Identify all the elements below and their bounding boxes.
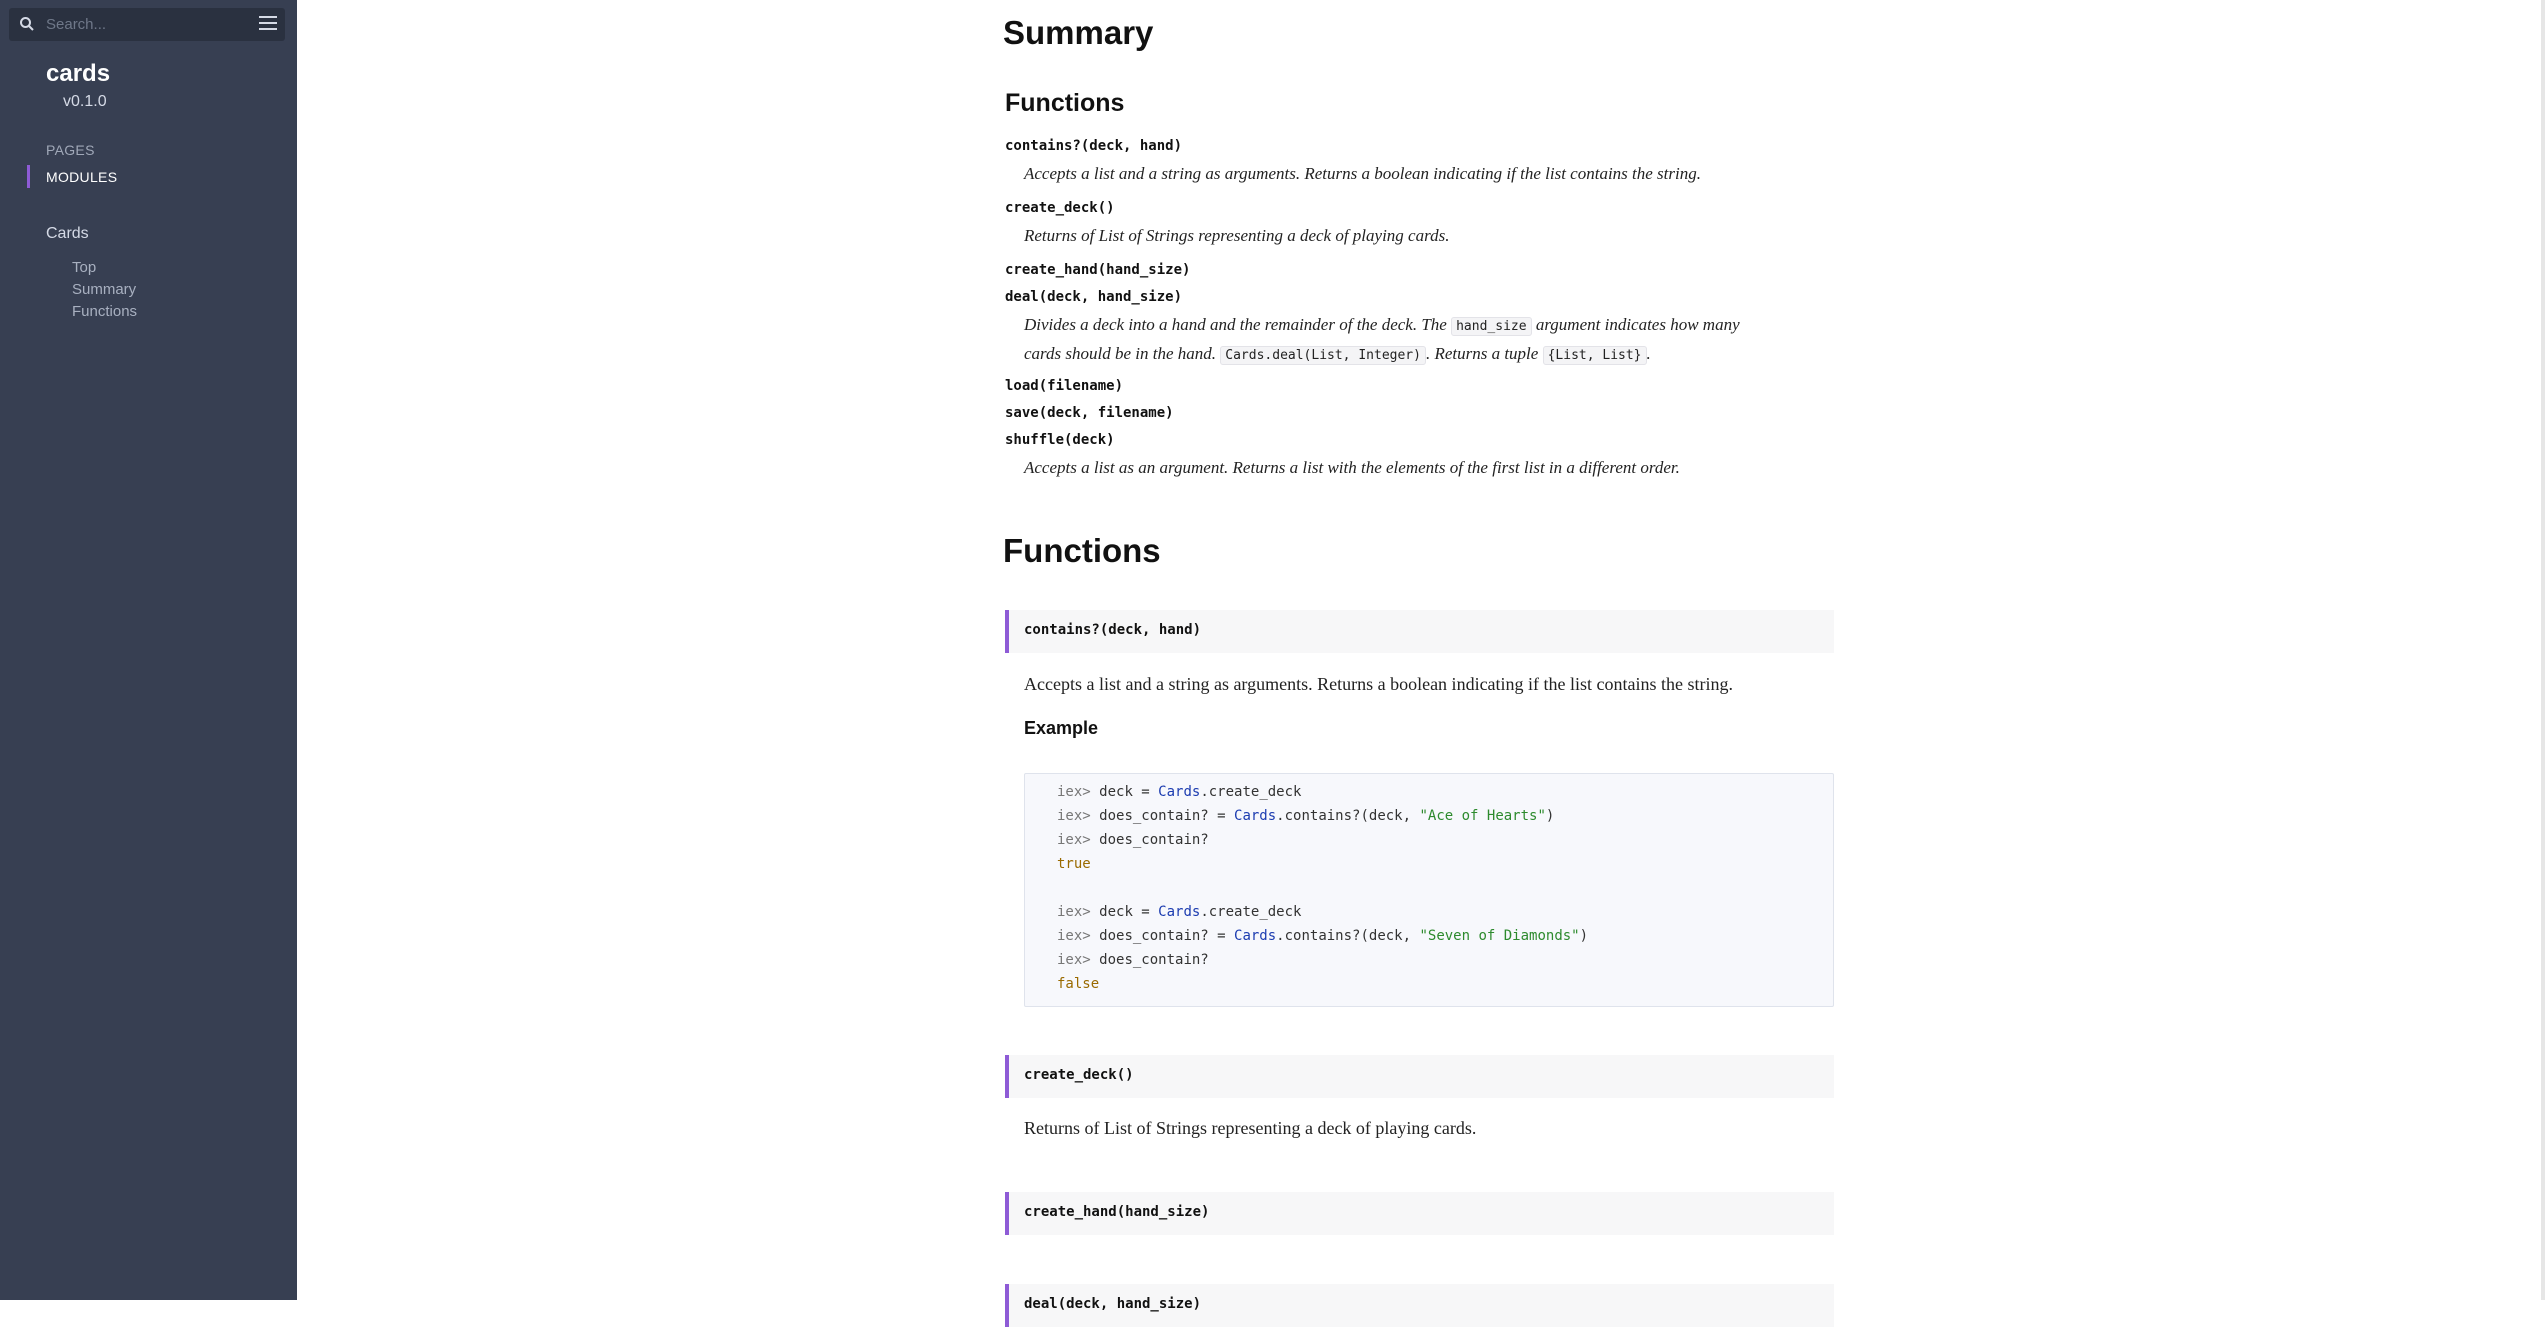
search-icon (19, 16, 35, 32)
search-input[interactable] (46, 12, 246, 37)
code-line: true (1057, 856, 1091, 872)
summary-sig-shuffle[interactable]: shuffle(deck) (1005, 432, 1115, 448)
function-detail-header[interactable] (1005, 1192, 1834, 1235)
summary-doc-contains: Accepts a list and a string as arguments. Returns a boolean indicating if the list contains the string. (1024, 164, 1701, 183)
sidebar-subitem-functions[interactable]: Functions (72, 303, 138, 320)
inline-code: Cards.deal(List, Integer) (1220, 346, 1426, 365)
search-bar (9, 8, 285, 41)
function-signature: create_hand(hand_size) (1024, 1204, 1210, 1220)
scrollbar[interactable] (2541, 0, 2545, 1300)
sidebar-subitem-summary[interactable]: Summary (72, 281, 137, 298)
function-doc: Returns of List of Strings representing a deck of playing cards. (1024, 1118, 1477, 1138)
function-signature: deal(deck, hand_size) (1024, 1296, 1202, 1312)
summary-sig-save[interactable]: save(deck, filename) (1005, 405, 1174, 421)
sidebar-item-cards[interactable]: Cards (46, 225, 89, 242)
summary-heading: Summary (1003, 14, 1154, 51)
summary-doc-shuffle: Accepts a list as an argument. Returns a list with the elements of the first list in a different order. (1024, 458, 1680, 477)
menu-icon[interactable] (259, 16, 277, 32)
summary-sig-load[interactable]: load(filename) (1005, 378, 1124, 394)
code-example-block (1024, 773, 1834, 1007)
summary-sig-create-deck[interactable]: create_deck() (1005, 200, 1115, 216)
sidebar-subitem-top[interactable]: Top (72, 259, 97, 276)
tab-pages[interactable]: PAGES (46, 142, 95, 158)
summary-functions-heading: Functions (1005, 89, 1125, 117)
example-heading: Example (1024, 718, 1099, 738)
code-line: iex> does_contain? (1057, 952, 1209, 968)
summary-sig-contains[interactable]: contains?(deck, hand) (1005, 138, 1183, 154)
function-signature: create_deck() (1024, 1067, 1134, 1083)
project-name[interactable]: cards (46, 60, 111, 87)
code-line: iex> does_contain? = Cards.contains?(deck, "Ace of Hearts") (1057, 808, 1555, 824)
project-version: v0.1.0 (63, 93, 107, 110)
sidebar (0, 0, 297, 1300)
active-tab-indicator (27, 165, 30, 188)
main-content (297, 0, 2545, 1312)
inline-code: hand_size (1451, 317, 1531, 336)
function-detail-header[interactable] (1005, 1284, 1834, 1327)
inline-code: {List, List} (1543, 346, 1647, 365)
function-signature: contains?(deck, hand) (1024, 622, 1202, 638)
code-line: false (1057, 976, 1100, 992)
tab-modules[interactable]: MODULES (46, 169, 118, 185)
summary-sig-deal[interactable]: deal(deck, hand_size) (1005, 289, 1183, 305)
code-line: iex> does_contain? (1057, 832, 1209, 848)
functions-heading: Functions (1003, 532, 1161, 569)
summary-doc-create-deck: Returns of List of Strings representing a deck of playing cards. (1024, 226, 1450, 245)
code-line: iex> deck = Cards.create_deck (1057, 904, 1302, 920)
summary-sig-create-hand[interactable]: create_hand(hand_size) (1005, 262, 1191, 278)
function-detail-header[interactable] (1005, 610, 1834, 653)
summary-doc-deal: Divides a deck into a hand and the remainder of the deck. The hand_size argument indicates how many cards should be in the hand. Cards.deal(List, Integer) . Returns a tuple {List, List} . (1024, 315, 1740, 363)
function-doc: Accepts a list and a string as arguments. Returns a boolean indicating if the list contains the string. (1024, 674, 1734, 694)
code-line: iex> does_contain? = Cards.contains?(deck, "Seven of Diamonds") (1057, 928, 1589, 944)
code-line: iex> deck = Cards.create_deck (1057, 784, 1302, 800)
function-detail-header[interactable] (1005, 1055, 1834, 1098)
